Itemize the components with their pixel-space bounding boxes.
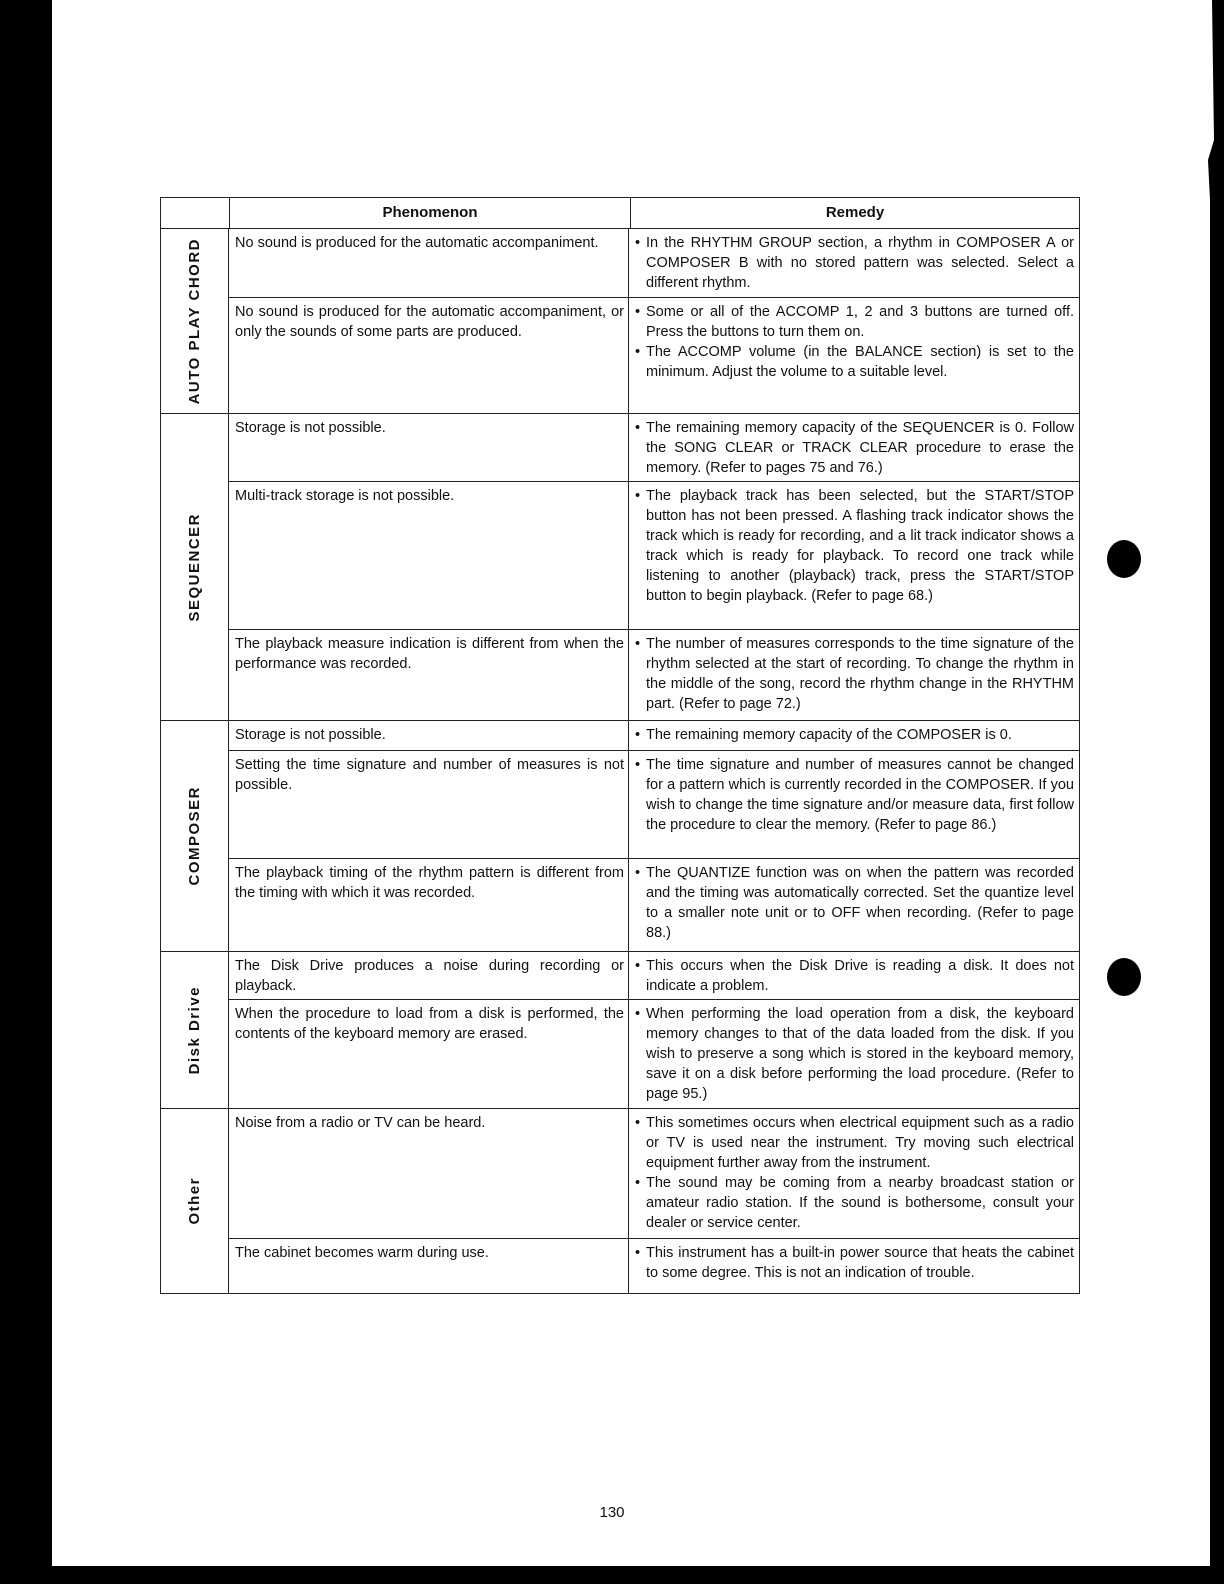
phenomenon-cell: Storage is not possible. (229, 721, 629, 750)
phenomenon-cell: The Disk Drive produces a noise during recording or playback. (229, 952, 629, 999)
remedy-text: This occurs when the Disk Drive is reading a disk. It does not indicate a problem. (646, 958, 1074, 994)
remedy-cell (629, 952, 1079, 999)
remedy-cell (629, 751, 1079, 858)
phenomenon-cell: Noise from a radio or TV can be heard. (229, 1109, 629, 1238)
bullet-icon: • (635, 1006, 641, 1022)
remedy-cell (629, 721, 1079, 750)
remedy-text: The QUANTIZE function was on when the pattern was recorded and the timing was automatically corrected. Set the quantize level to a smaller note unit or to OFF when recording. (Refer to page 88.) (646, 865, 1074, 941)
phenomenon-cell: No sound is produced for the automatic accompaniment, or only the sounds of some parts are produced. (229, 298, 629, 413)
binder-hole-top (1107, 540, 1141, 578)
remedy-text: Some or all of the ACCOMP 1, 2 and 3 buttons are turned off. Press the buttons to turn them on. (646, 304, 1074, 340)
phenomenon-cell: When the procedure to load from a disk is performed, the contents of the keyboard memory are erased. (229, 1000, 629, 1108)
group-other (161, 1109, 1079, 1293)
bullet-icon: • (635, 344, 641, 360)
table-row (229, 1109, 1079, 1239)
remedy-cell (629, 1239, 1079, 1293)
remedy-text: The time signature and number of measures cannot be changed for a pattern which is currently recorded in the COMPOSER. If you wish to change the time signature and/or measure data, first follow the procedure to clear the memory. (Refer to page 86.) (646, 757, 1074, 833)
remedy-text: The ACCOMP volume (in the BALANCE section) is set to the minimum. Adjust the volume to a suitable level. (646, 344, 1074, 380)
table-row (229, 859, 1079, 951)
bullet-icon: • (635, 636, 641, 652)
phenomenon-cell: Storage is not possible. (229, 414, 629, 481)
category-label (161, 229, 229, 413)
header-phenomenon: Phenomenon (230, 198, 631, 228)
remedy-cell (629, 229, 1079, 297)
scan-border-bottom (0, 1566, 1224, 1584)
phenomenon-cell: The playback measure indication is different from when the performance was recorded. (229, 630, 629, 720)
table-row (229, 751, 1079, 859)
table-row (229, 1000, 1079, 1108)
remedy-cell (629, 482, 1079, 629)
remedy-cell (629, 298, 1079, 413)
category-label-text: SEQUENCER (186, 512, 203, 622)
remedy-cell (629, 630, 1079, 720)
remedy-cell (629, 1000, 1079, 1108)
phenomenon-cell: The playback timing of the rhythm pattern is different from the timing with which it was recorded. (229, 859, 629, 951)
bullet-icon: • (635, 1245, 641, 1261)
category-label (161, 952, 229, 1108)
bullet-icon: • (635, 420, 641, 436)
page-number: 130 (599, 1504, 625, 1521)
category-label-text: Disk Drive (186, 985, 203, 1075)
bullet-icon: • (635, 727, 641, 743)
scan-border-left (0, 0, 52, 1584)
table-row (229, 630, 1079, 720)
bullet-icon: • (635, 865, 641, 881)
table-row (229, 414, 1079, 482)
table-row (229, 721, 1079, 751)
troubleshooting-table (160, 197, 1080, 1294)
bullet-icon: • (635, 488, 641, 504)
group-composer (161, 721, 1079, 952)
remedy-text: When performing the load operation from a disk, the keyboard memory changes to that of the data loaded from the disk. If you wish to preserve a song which is stored in the keyboard memory, save it on a disk before performing the load procedure. (Refer to page 95.) (646, 1006, 1074, 1102)
category-label-text: AUTO PLAY CHORD (186, 237, 203, 405)
remedy-text: The remaining memory capacity of the COMPOSER is 0. (646, 727, 1012, 743)
bullet-icon: • (635, 757, 641, 773)
remedy-cell (629, 1109, 1079, 1238)
remedy-text: This instrument has a built-in power source that heats the cabinet to some degree. This is not an indication of trouble. (646, 1245, 1074, 1281)
group-sequencer (161, 414, 1079, 721)
phenomenon-cell: Multi-track storage is not possible. (229, 482, 629, 629)
category-label (161, 414, 229, 720)
bullet-icon: • (635, 1115, 641, 1131)
remedy-text: In the RHYTHM GROUP section, a rhythm in COMPOSER A or COMPOSER B with no stored pattern was selected. Select a different rhythm. (646, 235, 1074, 291)
header-category-cell (161, 198, 230, 228)
category-label-text: Other (186, 1177, 203, 1225)
bullet-icon: • (635, 235, 641, 251)
phenomenon-cell: No sound is produced for the automatic accompaniment. (229, 229, 629, 297)
group-auto-play-chord (161, 229, 1079, 414)
table-header (161, 198, 1079, 229)
table-row (229, 482, 1079, 630)
remedy-text: The playback track has been selected, but the START/STOP button has not been pressed. A flashing track indicator shows the track which is ready for recording, and a lit track indicator shows a track which is ready for playback. To record one track while listening to another (playback) track, press the START/STOP button to begin playback. (Refer to page 68.) (646, 488, 1074, 604)
remedy-text: The number of measures corresponds to the time signature of the rhythm selected at the start of recording. To change the rhythm in the middle of the song, record the rhythm change in the RHYTHM part. (Refer to page 72.) (646, 636, 1074, 712)
remedy-cell (629, 859, 1079, 951)
remedy-text: This sometimes occurs when electrical equipment such as a radio or TV is used near the instrument. Try moving such electrical equipment further away from the instrument. (646, 1115, 1074, 1171)
table-row (229, 1239, 1079, 1293)
bullet-icon: • (635, 304, 641, 320)
remedy-text: The sound may be coming from a nearby broadcast station or amateur radio station. If the sound is bothersome, consult your dealer or service center. (646, 1175, 1074, 1231)
table-row (229, 298, 1079, 413)
table-row (229, 952, 1079, 1000)
category-label (161, 721, 229, 951)
binder-hole-bottom (1107, 958, 1141, 996)
group-disk-drive (161, 952, 1079, 1109)
phenomenon-cell: Setting the time signature and number of measures is not possible. (229, 751, 629, 858)
remedy-cell (629, 414, 1079, 481)
table-row (229, 229, 1079, 298)
remedy-text: The remaining memory capacity of the SEQUENCER is 0. Follow the SONG CLEAR or TRACK CLEAR procedure to erase the memory. (Refer to pages 75 and 76.) (646, 420, 1074, 476)
scan-border-right (1154, 0, 1224, 1584)
category-label-text: COMPOSER (186, 786, 203, 886)
bullet-icon: • (635, 1175, 641, 1191)
category-label (161, 1109, 229, 1293)
phenomenon-cell: The cabinet becomes warm during use. (229, 1239, 629, 1293)
bullet-icon: • (635, 958, 641, 974)
header-remedy: Remedy (825, 204, 885, 221)
